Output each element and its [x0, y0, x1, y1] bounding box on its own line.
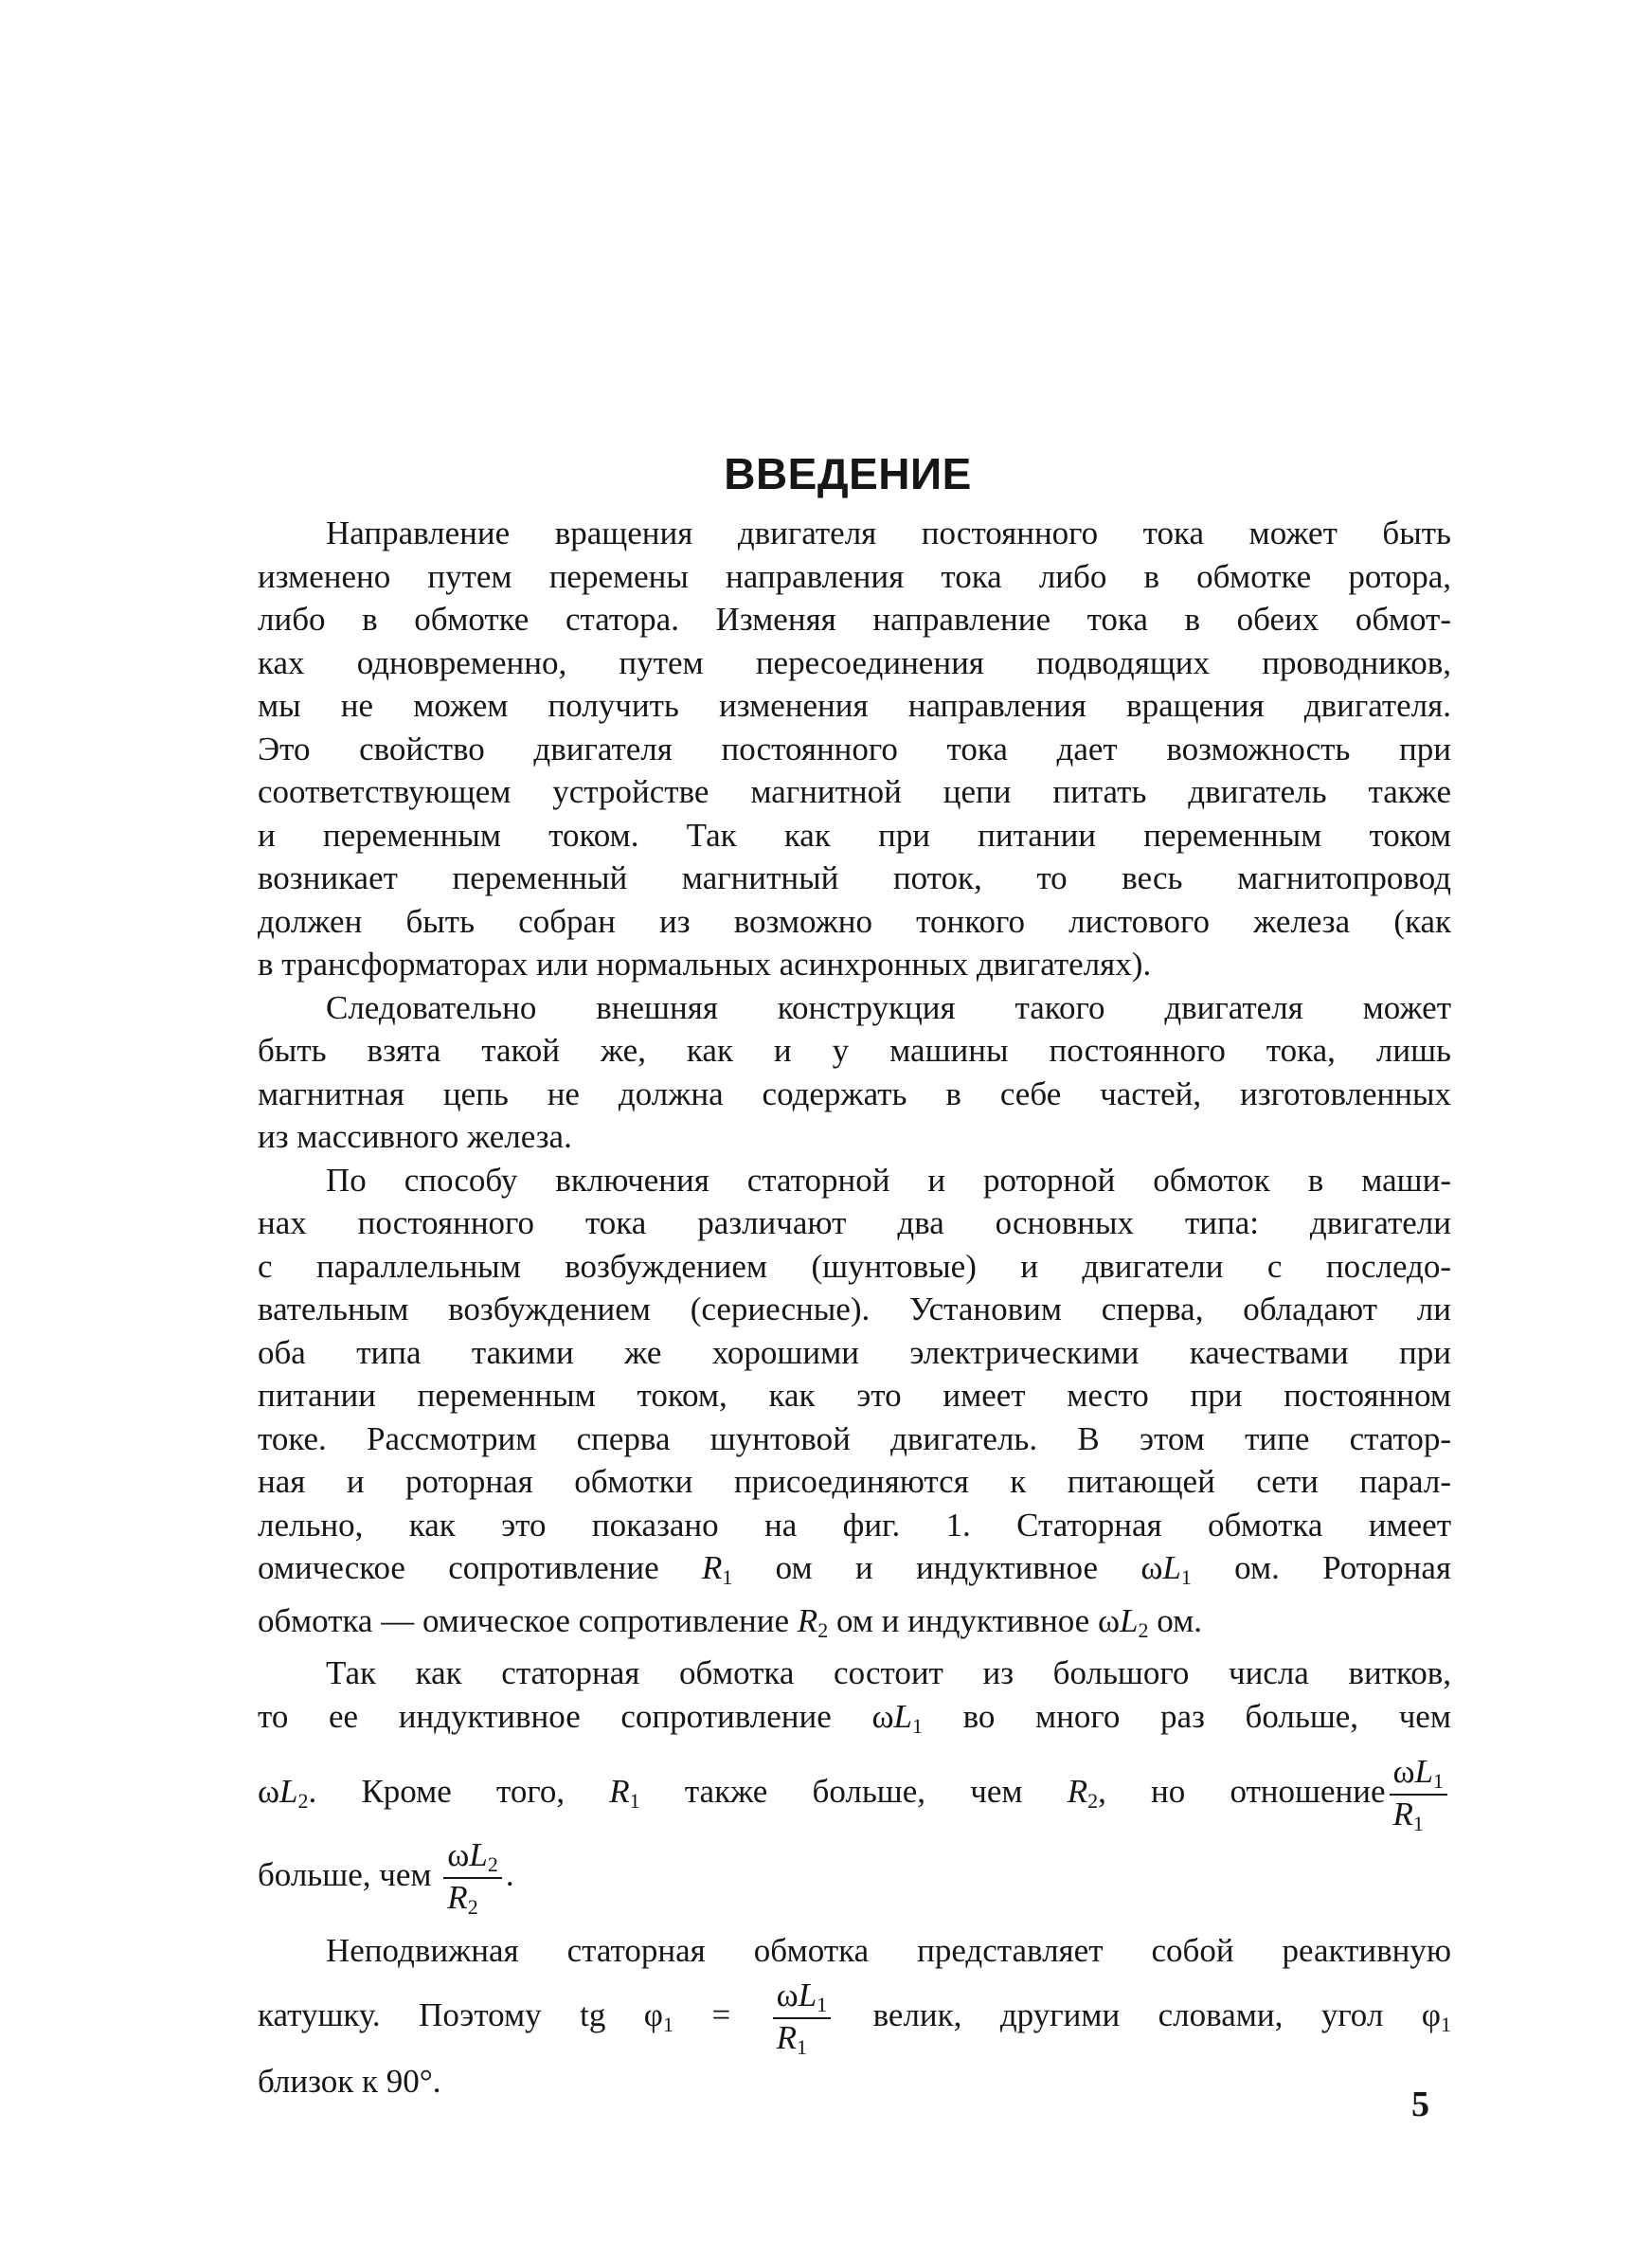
- symbol-R: R: [776, 2018, 798, 2056]
- subscript: 1: [817, 1992, 828, 2016]
- subscript: 1: [797, 2034, 808, 2059]
- subscript: 2: [297, 1789, 309, 1814]
- text-line: быть взята такой же, как и у машины постоянного тока, лишь: [258, 1032, 1451, 1069]
- subscript: 1: [629, 1789, 640, 1814]
- subscript: 2: [487, 1852, 498, 1876]
- text-run: также больше, чем: [639, 1773, 1068, 1811]
- text-run: ом.: [1148, 1601, 1202, 1639]
- text-run: ом. Роторная: [1191, 1549, 1451, 1586]
- text-run: во много раз больше, чем: [922, 1697, 1451, 1735]
- text-run: катушку. Поэтому tg: [258, 1995, 644, 2033]
- paragraph-4: [258, 1652, 1451, 1920]
- text-line: нах постоянного тока различают два основных типа: двигатели: [258, 1204, 1451, 1241]
- symbol-phi: φ: [643, 1995, 663, 2033]
- text-line: магнитная цепь не должна содержать в себе частей, изготовленных: [258, 1074, 1451, 1112]
- symbol-L: L: [279, 1773, 298, 1811]
- text-line: из массивного железа.: [258, 1118, 572, 1155]
- subscript: 2: [817, 1617, 829, 1642]
- text-line: питании переменным током, как это имеет место при постоянном: [258, 1377, 1451, 1414]
- fraction-denominator: [1390, 1796, 1448, 1836]
- subscript: 1: [1412, 1812, 1424, 1835]
- fraction-denominator: [773, 2019, 832, 2060]
- fraction-numerator: [1390, 1753, 1448, 1796]
- text-run: .: [505, 1856, 514, 1894]
- subscript: 2: [1087, 1789, 1099, 1814]
- paragraph-1: [258, 512, 1451, 986]
- symbol-omega: ω: [1140, 1549, 1163, 1586]
- fraction-omegaL1-over-R1: [773, 1977, 832, 2060]
- text-line: Следовательно внешняя конструкция такого двигателя может: [326, 988, 1451, 1026]
- subscript: 1: [1180, 1565, 1192, 1589]
- fraction-numerator: [773, 1977, 832, 2019]
- text-line: Это свойство двигателя постоянного тока дает возможность при: [258, 730, 1451, 767]
- symbol-omega: ω: [1392, 1753, 1415, 1790]
- symbol-L: L: [798, 1976, 817, 2013]
- text-line: соответствующем устройстве магнитной цепи питать двигатель также: [258, 773, 1451, 810]
- fraction-omegaL2-over-R2: [443, 1836, 502, 1920]
- body-text: [258, 512, 1451, 2103]
- text-run: , но отношение: [1098, 1773, 1386, 1811]
- subscript: 2: [1138, 1617, 1149, 1642]
- paragraph-3: [258, 1159, 1451, 1652]
- symbol-L: L: [469, 1836, 488, 1873]
- text-line: Неподвижная статорная обмотка представляет собой реактивную: [326, 1932, 1451, 1969]
- page-title: ВВЕДЕНИЕ: [724, 449, 972, 498]
- text-line: Так как статорная обмотка состоит из большого числа витков,: [326, 1654, 1451, 1691]
- text-line: с параллельным возбуждением (шунтовые) и двигатели с последо-: [258, 1247, 1451, 1285]
- text-line: и переменным током. Так как при питании переменным током: [258, 816, 1451, 854]
- paragraph-5: [258, 1929, 1451, 2103]
- text-line: мы не можем получить изменения направления вращения двигателя.: [258, 687, 1451, 724]
- text-run: омическое сопротивление: [258, 1549, 702, 1586]
- fraction-omegaL1-over-R1: [1390, 1753, 1448, 1836]
- symbol-omega: ω: [258, 1773, 280, 1811]
- subscript: 1: [1440, 2012, 1451, 2036]
- page-number: 5: [1411, 2085, 1429, 2124]
- text-run: больше, чем: [258, 1856, 440, 1894]
- symbol-L: L: [1162, 1549, 1181, 1586]
- text-line: в трансформаторах или нормальных асинхронных двигателях).: [258, 946, 1152, 983]
- text-line: ках одновременно, путем пересоединения подводящих проводников,: [258, 643, 1451, 681]
- symbol-omega: ω: [776, 1976, 799, 2013]
- text-line: [258, 1836, 1451, 1920]
- fraction-numerator: [443, 1836, 502, 1879]
- text-line: По способу включения статорной и роторной обмоток в маши-: [326, 1161, 1451, 1199]
- symbol-L: L: [1414, 1753, 1434, 1790]
- symbol-R: R: [609, 1773, 630, 1811]
- subscript: 1: [911, 1713, 923, 1738]
- text-line: ная и роторная обмотки присоединяются к питающей сети парал-: [258, 1463, 1451, 1500]
- text-line: возникает переменный магнитный поток, то весь магнитопровод: [258, 859, 1451, 896]
- symbol-R: R: [797, 1601, 818, 1639]
- text-line: Направление вращения двигателя постоянного тока может быть: [326, 515, 1451, 551]
- text-line: токе. Рассмотрим сперва шунтовой двигатель. В этом типе статор-: [258, 1419, 1451, 1457]
- symbol-R: R: [701, 1549, 723, 1586]
- text-line: [258, 1753, 1451, 1836]
- text-line: близок к 90°.: [258, 2062, 441, 2100]
- symbol-omega: ω: [1097, 1601, 1121, 1639]
- text-run: то ее индуктивное сопротивление: [258, 1697, 872, 1735]
- text-run: велик, другими словами, угол: [835, 1995, 1422, 2033]
- text-line: либо в обмотке статора. Изменяя направление тока в обеих обмот-: [258, 601, 1451, 638]
- subscript: 1: [1433, 1769, 1445, 1793]
- equals-sign: =: [673, 1995, 769, 2033]
- text-line: [258, 1977, 1451, 2060]
- symbol-omega: ω: [871, 1697, 894, 1735]
- symbol-R: R: [1392, 1796, 1413, 1833]
- text-line: [258, 1599, 1451, 1652]
- text-line: изменено путем перемены направления тока либо в обмотке ротора,: [258, 557, 1451, 595]
- text-line: [258, 1695, 1451, 1748]
- text-line: [258, 1546, 1451, 1599]
- text-line: лельно, как это показано на фиг. 1. Статорная обмотка имеет: [258, 1506, 1451, 1544]
- text-run: ом и индуктивное: [732, 1549, 1141, 1586]
- subscript: 2: [467, 1895, 478, 1919]
- text-line: оба типа такими же хорошими электрическими качествами при: [258, 1333, 1451, 1371]
- symbol-R: R: [447, 1879, 468, 1916]
- symbol-L: L: [893, 1697, 912, 1735]
- symbol-R: R: [1067, 1773, 1088, 1811]
- symbol-phi: φ: [1421, 1995, 1441, 2033]
- text-line: должен быть собран из возможно тонкого листового железа (как: [258, 902, 1451, 940]
- paragraph-2: [258, 986, 1451, 1159]
- text-run: . Кроме того,: [308, 1773, 610, 1811]
- symbol-omega: ω: [447, 1836, 470, 1873]
- fraction-denominator: [443, 1879, 502, 1920]
- subscript: 1: [662, 2012, 673, 2036]
- symbol-L: L: [1120, 1601, 1139, 1639]
- text-line: вательным возбуждением (сериесные). Установим сперва, обладают ли: [258, 1291, 1451, 1327]
- text-run: обмотка — омическое сопротивление: [258, 1601, 798, 1639]
- text-run: ом и индуктивное: [828, 1601, 1098, 1639]
- subscript: 1: [722, 1565, 733, 1589]
